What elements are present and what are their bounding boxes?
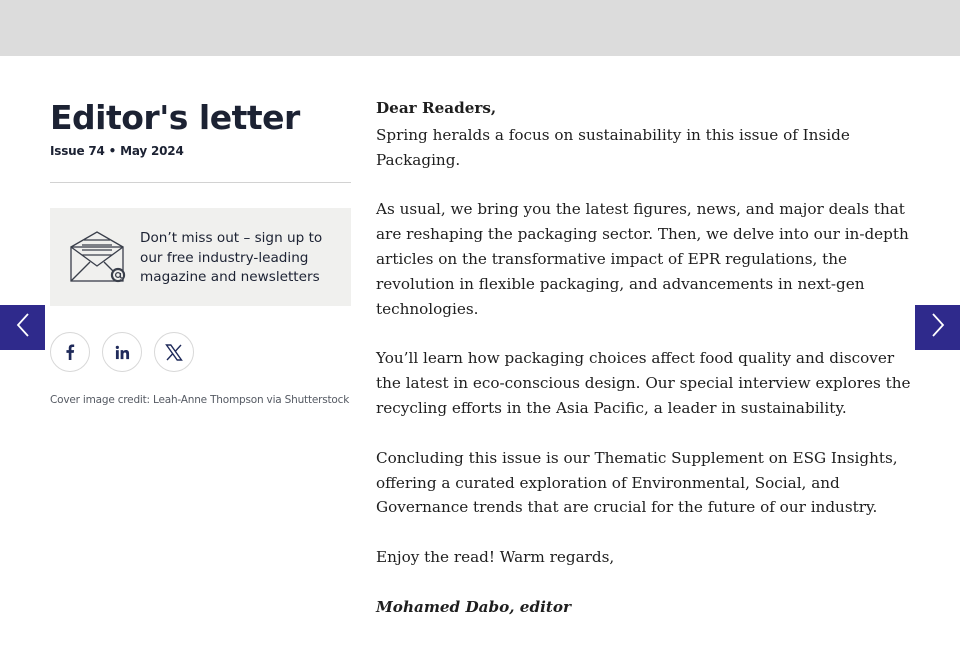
top-bar (0, 0, 960, 56)
cover-image-credit: Cover image credit: Leah-Anne Thompson via Shutterstock (50, 394, 350, 406)
newsletter-signup-box[interactable] (50, 208, 351, 306)
share-x-button[interactable] (154, 332, 194, 372)
previous-page-button[interactable] (0, 305, 45, 350)
issue-label: Issue 74 • May 2024 (50, 144, 184, 158)
letter-paragraph: Spring heralds a focus on sustainability in this issue of Inside Packaging. (376, 125, 850, 169)
letter-signature: Mohamed Dabo, editor (376, 597, 571, 616)
share-buttons (50, 332, 351, 372)
share-linkedin-button[interactable] (102, 332, 142, 372)
newsletter-signup-text: Don’t miss out – sign up to our free industry-leading magazine and newsletters (140, 230, 323, 285)
next-page-button[interactable] (915, 305, 960, 350)
letter-greeting: Dear Readers, (376, 99, 497, 117)
linkedin-icon (115, 345, 130, 360)
letter-paragraph: As usual, we bring you the latest figures, news, and major deals that are reshaping the packaging sector. Then, we delve into our in-depth articles on the transformative impact of EPR regulations, the revolution in flexible packaging, and advancements in next-gen technologies. (376, 200, 909, 318)
divider (50, 182, 351, 183)
chevron-right-icon (931, 312, 945, 343)
left-column (50, 96, 351, 406)
editor-letter-body (376, 96, 916, 620)
letter-paragraph: Enjoy the read! Warm regards, (376, 548, 615, 567)
facebook-icon (63, 344, 77, 360)
x-icon (165, 344, 183, 361)
letter-paragraph: Concluding this issue is our Thematic Supplement on ESG Insights, offering a curated exploration of Environmental, Social, and Governance trends that are crucial for the future of our industry. (376, 448, 898, 517)
envelope-newsletter-icon (69, 229, 127, 287)
share-facebook-button[interactable] (50, 332, 90, 372)
letter-paragraph: You’ll learn how packaging choices affect food quality and discover the latest in eco-conscious design. Our special interview explores the recycling efforts in the Asia Pacific, a leader in sustainability. (376, 349, 911, 417)
chevron-left-icon (16, 312, 30, 343)
page-title: Editor's letter (50, 98, 300, 137)
